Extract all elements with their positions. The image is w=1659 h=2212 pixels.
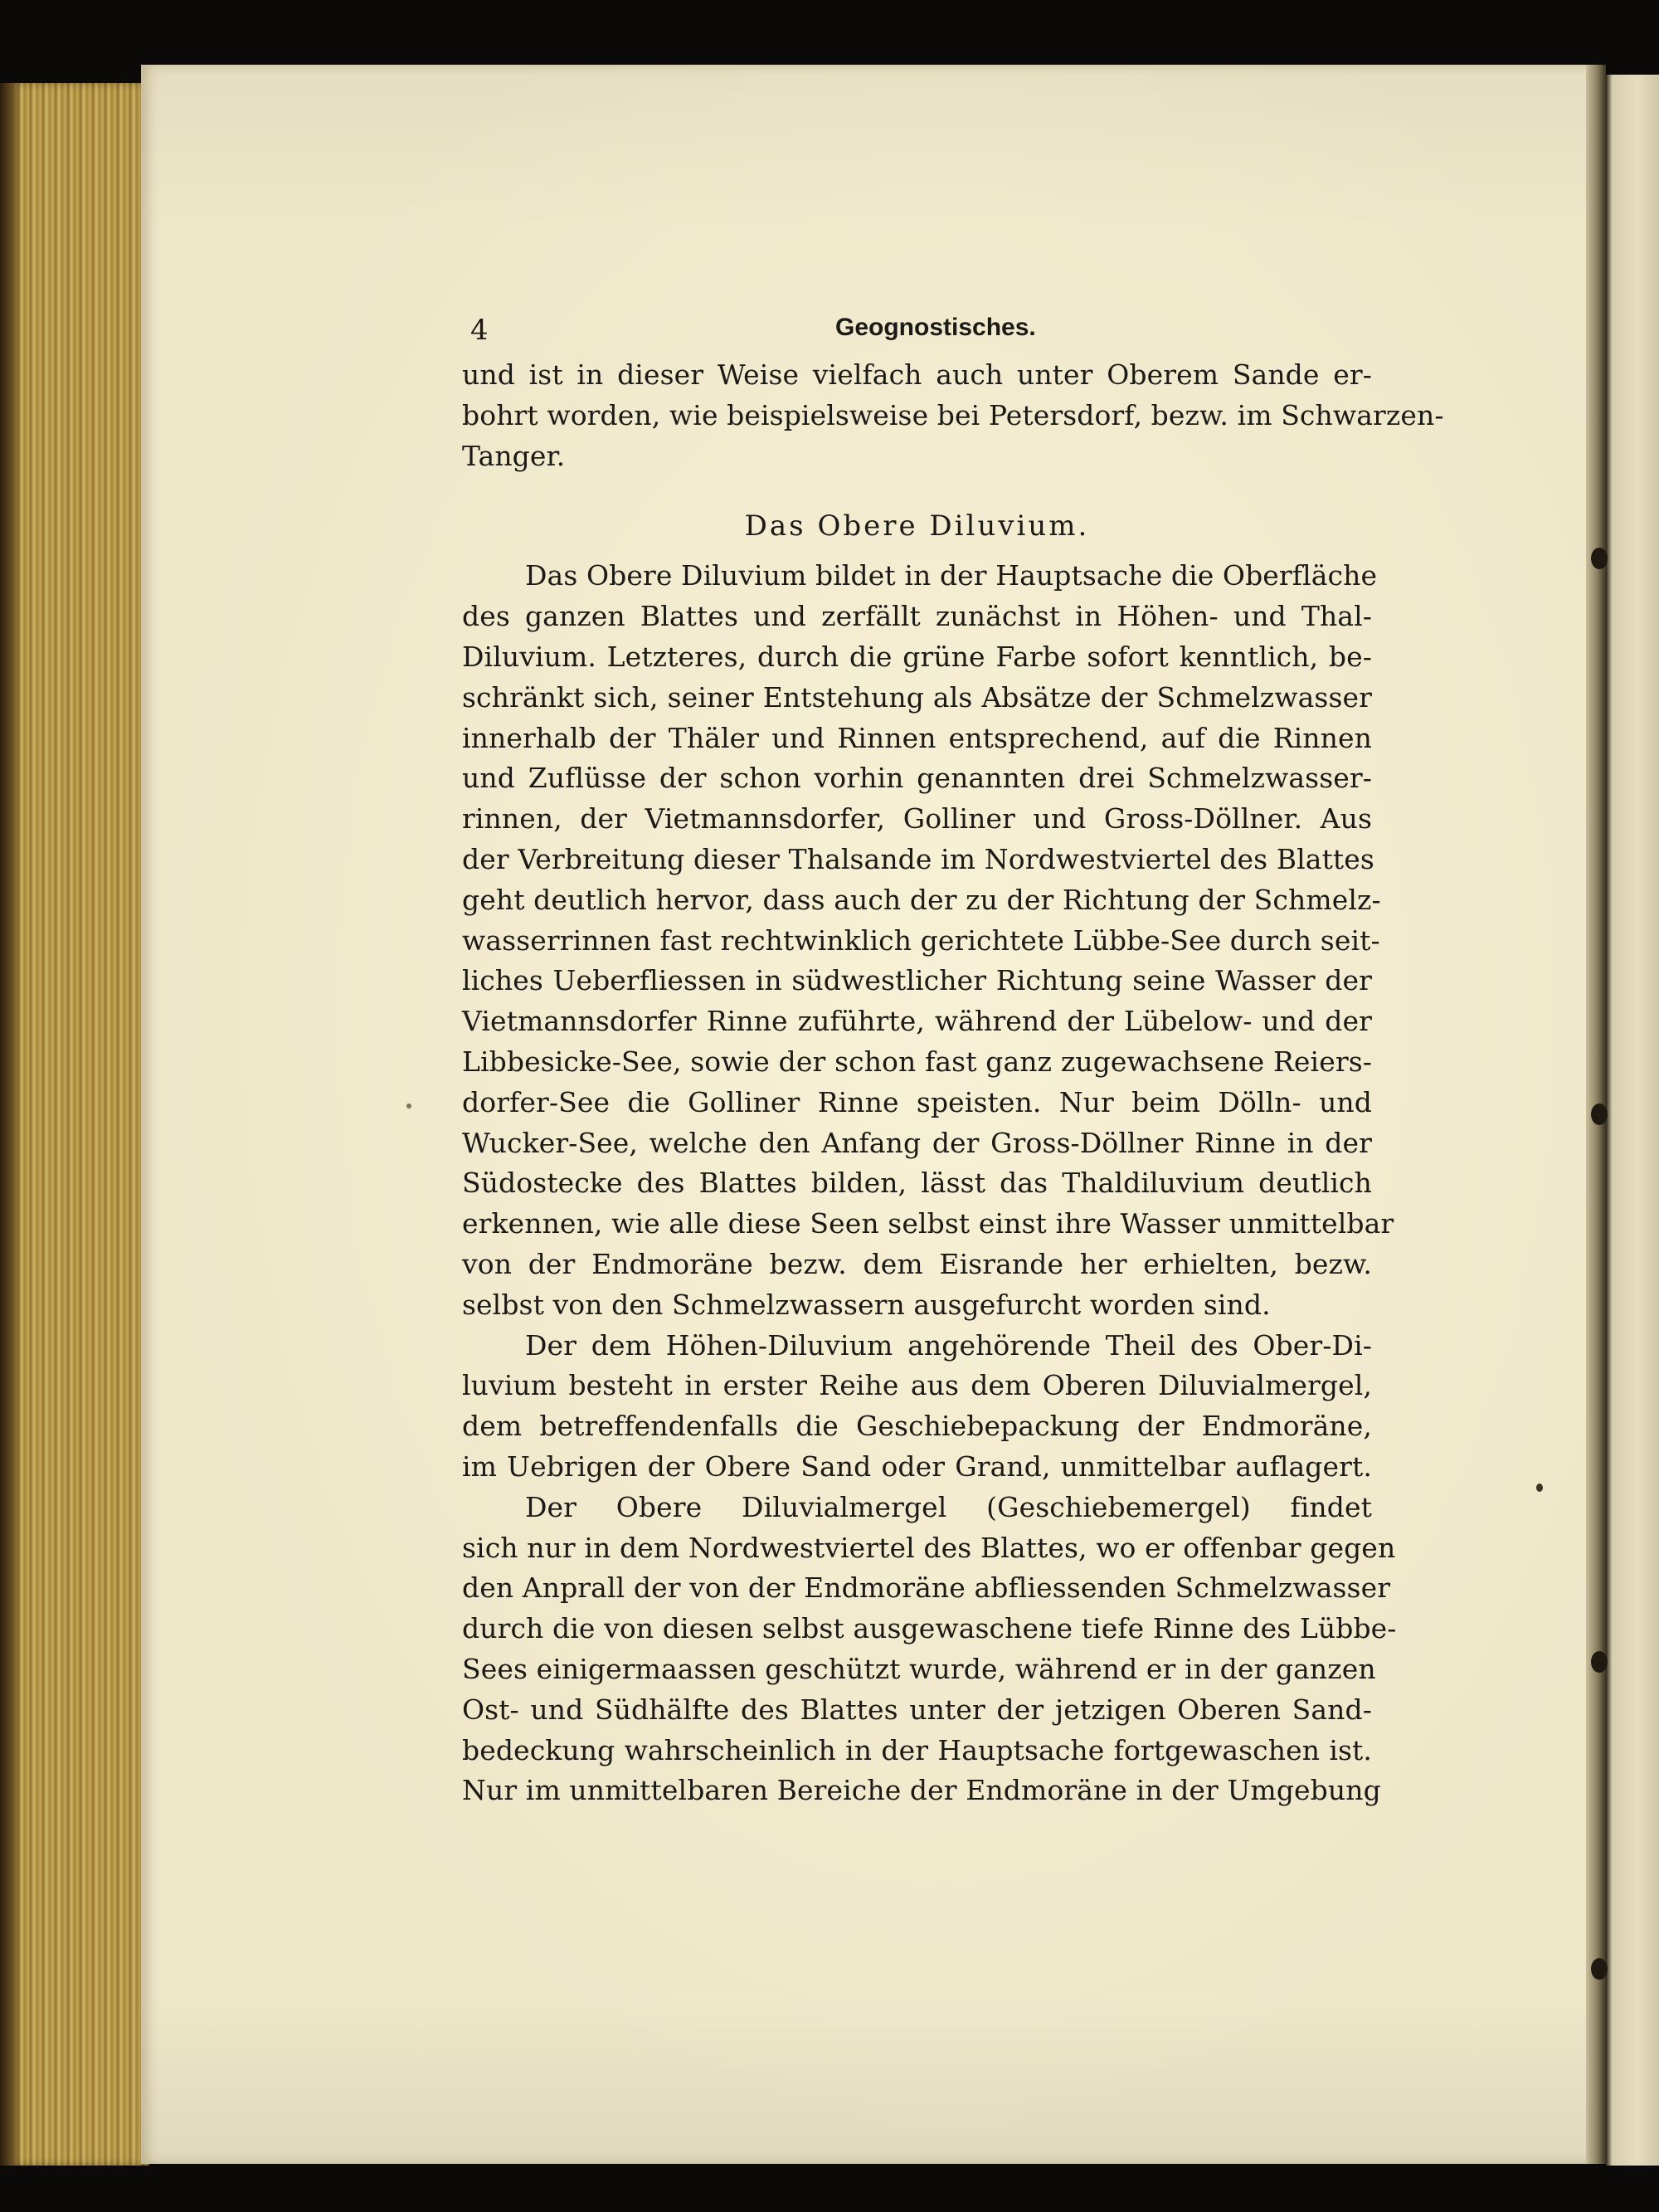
page-number: 4 (470, 314, 489, 347)
text-line: Wucker-See, welche den Anfang der Gross-Döllner Rinne in der (462, 1126, 1372, 1159)
text-line: und ist in dieser Weise vielfach auch unter Oberem Sande er- (462, 358, 1372, 391)
text-line: geht deutlich hervor, dass auch der zu der Richtung der Schmelz- (462, 883, 1381, 916)
text-line: Südostecke des Blattes bilden, lässt das Thaldiluvium deutlich (462, 1167, 1372, 1200)
text-line: Nur im unmittelbaren Bereiche der Endmoräne in der Umgebung (462, 1774, 1381, 1807)
text-line: liches Ueberfliessen in südwestlicher Richtung seine Wasser der (462, 964, 1372, 997)
text-line: erkennen, wie alle diese Seen selbst einst ihre Wasser unmittelbar (462, 1207, 1394, 1240)
paragraph-2 (462, 1326, 1372, 1488)
text-line: wasserrinnen fast rechtwinklich gerichtete Lübbe-See durch seit- (462, 923, 1380, 957)
text-line: bedeckung wahrscheinlich in der Hauptsache fortgewaschen ist. (462, 1733, 1372, 1766)
text-line: Der dem Höhen-Diluvium angehörende Theil des Ober-Di- (525, 1328, 1372, 1362)
text-line: bohrt worden, wie beispielsweise bei Petersdorf, bezw. im Schwarzen- (462, 398, 1444, 431)
running-title: Geognostisches. (835, 314, 1036, 341)
section-heading: Das Obere Diluvium. (744, 509, 1090, 543)
text-line: des ganzen Blattes und zerfällt zunächst in Höhen- und Thal- (462, 600, 1372, 633)
text-line: Diluvium. Letzteres, durch die grüne Farbe sofort kenntlich, be- (462, 640, 1372, 673)
text-line: Tanger. (462, 439, 566, 472)
text-line: Das Obere Diluvium bildet in der Hauptsache die Oberfläche (525, 559, 1378, 592)
binding-stitch-mark (1591, 1104, 1608, 1125)
text-line: schränkt sich, seiner Entstehung als Absätze der Schmelzwasser (462, 680, 1372, 714)
text-line: Libbesicke-See, sowie der schon fast ganz zugewachsene Reiers- (462, 1045, 1372, 1078)
paragraph-1 (462, 556, 1394, 1325)
text-line: Der Obere Diluvialmergel (Geschiebemergel) findet (525, 1490, 1372, 1523)
next-page-edge (1606, 75, 1659, 2166)
text-line: im Uebrigen der Obere Sand oder Grand, unmittelbar auflagert. (462, 1449, 1372, 1483)
text-line: den Anprall der von der Endmoräne abfliessenden Schmelzwasser (462, 1571, 1391, 1605)
text-line: durch die von diesen selbst ausgewaschene tiefe Rinne des Lübbe- (462, 1612, 1397, 1645)
text-line: innerhalb der Thäler und Rinnen entsprechend, auf die Rinnen (462, 721, 1372, 754)
paragraph-3 (462, 1488, 1397, 1811)
text-line: sich nur in dem Nordwestviertel des Blattes, wo er offenbar gegen (462, 1531, 1396, 1564)
text-line: Vietmannsdorfer Rinne zuführte, während der Lübelow- und der (462, 1005, 1372, 1038)
text-line: Ost- und Südhälfte des Blattes unter der jetzigen Oberen Sand- (462, 1693, 1372, 1726)
page-text-block (462, 314, 1444, 1811)
text-line: rinnen, der Vietmannsdorfer, Golliner und Gross-Döllner. Aus (462, 802, 1372, 836)
text-line: selbst von den Schmelzwassern ausgefurcht worden sind. (462, 1288, 1271, 1321)
binding-stitch-mark (1591, 1651, 1608, 1673)
text-line: dem betreffendenfalls die Geschiebepackung der Endmoräne, (462, 1410, 1372, 1443)
page-edge-stack (0, 83, 149, 2166)
text-line: Sees einigermaassen geschützt wurde, während er in der ganzen (462, 1652, 1376, 1685)
paper-speck (406, 1104, 411, 1108)
text-line: und Zuflüsse der schon vorhin genannten drei Schmelzwasser- (462, 762, 1372, 795)
text-line: luvium besteht in erster Reihe aus dem Oberen Diluvialmergel, (462, 1369, 1372, 1402)
text-line: von der Endmoräne bezw. dem Eisrande her erhielten, bezw. (462, 1247, 1372, 1280)
text-line: der Verbreitung dieser Thalsande im Nordwestviertel des Blattes (462, 842, 1374, 875)
intro-paragraph (462, 355, 1444, 476)
binding-stitch-mark (1591, 548, 1608, 569)
paper-speck (1536, 1484, 1543, 1492)
binding-stitch-mark (1591, 1958, 1608, 1980)
running-head (462, 314, 1372, 355)
text-line: dorfer-See die Golliner Rinne speisten. Nur beim Dölln- und (462, 1085, 1372, 1118)
